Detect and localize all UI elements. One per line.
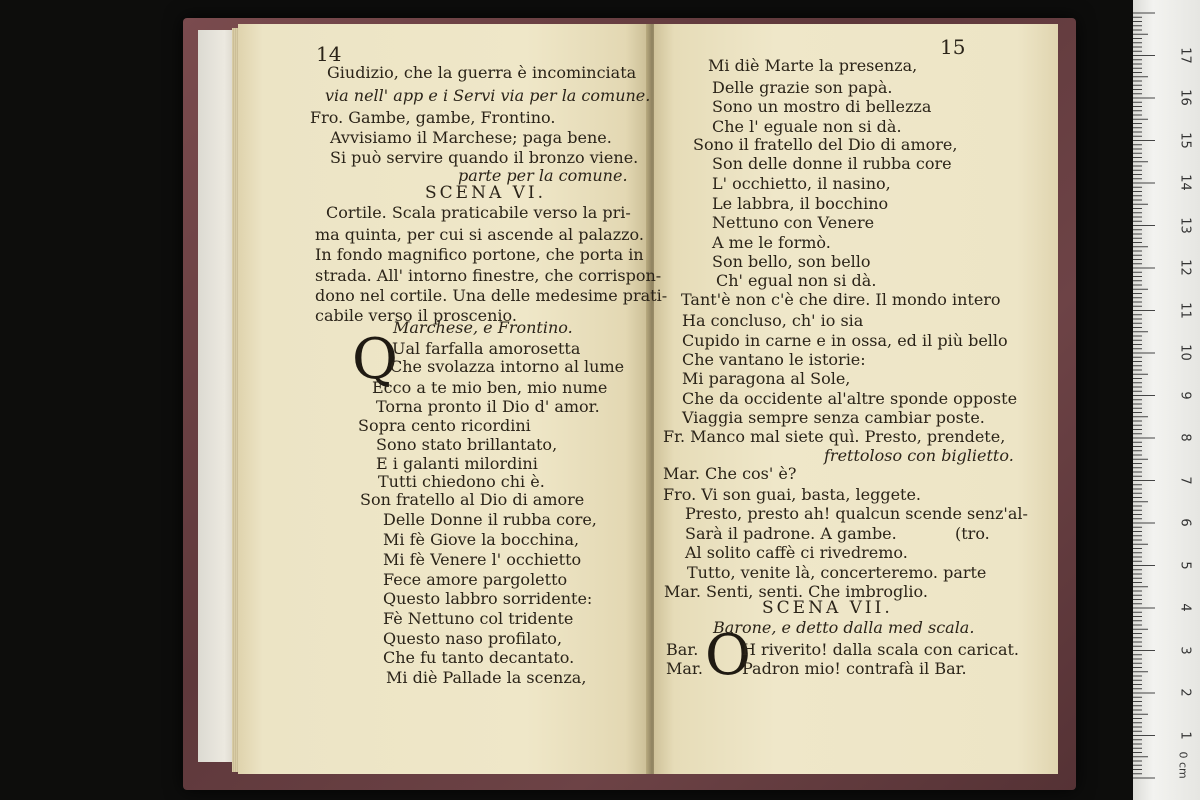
ruler-number: 11 bbox=[1177, 301, 1193, 319]
text-line: Che vantano le istorie: bbox=[682, 350, 866, 369]
ruler-number: 8 bbox=[1177, 433, 1193, 442]
verse-line: L' occhietto, il nasino, bbox=[712, 174, 891, 193]
scene-heading: SCENA VII. bbox=[762, 598, 893, 618]
stage-direction: parte per la comune. bbox=[458, 166, 628, 185]
ruler-number: 5 bbox=[1177, 560, 1193, 570]
verse-line: E i galanti milordini bbox=[376, 454, 538, 473]
left-page-number: 14 bbox=[316, 42, 342, 66]
verse-line: Nettuno con Venere bbox=[712, 213, 875, 232]
verse-line: Le labbra, il bocchino bbox=[712, 194, 889, 213]
text-line: (tro. bbox=[955, 524, 990, 543]
verse-line: Che l' eguale non si dà. bbox=[712, 117, 902, 136]
text-line: Cortile. Scala praticabile verso la pri- bbox=[326, 203, 631, 222]
text-line: Fr. Manco mal siete quì. Presto, prendete, bbox=[663, 427, 1006, 446]
verse-line: Delle Donne il rubba core, bbox=[383, 510, 597, 529]
verse-line: Che fu tanto decantato. bbox=[383, 648, 575, 667]
verse-line: A me le formò. bbox=[712, 233, 831, 252]
text-line: In fondo magnifico portone, che porta in bbox=[315, 245, 644, 264]
ruler-number: 7 bbox=[1177, 475, 1193, 485]
ruler-number: 1 bbox=[1177, 730, 1193, 740]
verse-line: Son delle donne il rubba core bbox=[712, 154, 952, 173]
character-list: Barone, e detto dalla med scala. bbox=[713, 618, 975, 637]
verse-line: Torna pronto il Dio d' amor. bbox=[376, 397, 600, 416]
text-line: Padron mio! contrafà il Bar. bbox=[742, 659, 967, 678]
ruler-number: 17 bbox=[1177, 46, 1193, 64]
text-line: Viaggia sempre senza cambiar poste. bbox=[682, 408, 985, 427]
stage-direction: frettoloso con biglietto. bbox=[824, 446, 1014, 465]
text-line: Fro. Vi son guai, basta, leggete. bbox=[663, 485, 922, 504]
verse-line: Mi fè Venere l' occhietto bbox=[383, 550, 582, 569]
text-line: Sarà il padrone. A gambe. bbox=[685, 524, 897, 543]
text-line: H riverito! dalla scala con caricat. bbox=[742, 640, 1020, 659]
character-list: Marchese, e Frontino. bbox=[393, 318, 573, 337]
verse-line: Questo labbro sorridente: bbox=[383, 589, 593, 608]
ruler-number: 14 bbox=[1177, 174, 1193, 191]
verse-line: Sono un mostro di bellezza bbox=[712, 97, 932, 116]
verse-line: Sono stato brillantato, bbox=[376, 435, 558, 454]
ruler-number: 9 bbox=[1177, 390, 1193, 400]
verse-line: Ch' egual non si dà. bbox=[716, 271, 877, 290]
drop-cap: O bbox=[705, 623, 751, 688]
verse-line: Son bello, son bello bbox=[712, 252, 871, 271]
scene-heading: SCENA VI. bbox=[425, 183, 547, 203]
ruler-number: 16 bbox=[1177, 89, 1193, 106]
verse-line: Fè Nettuno col tridente bbox=[383, 609, 574, 628]
text-line: strada. All' intorno finestre, che corrispon- bbox=[315, 266, 662, 285]
text-line: via nell' app e i Servi via per la comune. bbox=[325, 86, 651, 105]
text-line: Fro. Gambe, gambe, Frontino. bbox=[310, 108, 556, 127]
drop-cap: Q bbox=[352, 327, 398, 392]
text-line: Mar. Che cos' è? bbox=[663, 464, 797, 483]
text-line: ma quinta, per cui si ascende al palazzo. bbox=[315, 225, 644, 244]
text-line: Avvisiamo il Marchese; paga bene. bbox=[330, 128, 612, 147]
text-line: Che da occidente al'altre sponde opposte bbox=[682, 389, 1018, 408]
text-line: Mi paragona al Sole, bbox=[682, 369, 851, 388]
speaker-label: Bar. bbox=[666, 640, 699, 659]
ruler-number: 6 bbox=[1177, 518, 1193, 527]
verse-line: Tutti chiedono chi è. bbox=[378, 472, 545, 491]
ruler-number: 12 bbox=[1177, 259, 1193, 276]
ruler-number: 15 bbox=[1177, 131, 1193, 149]
text-line: Si può servire quando il bronzo viene. bbox=[330, 148, 639, 167]
ruler-number: 13 bbox=[1177, 216, 1193, 234]
verse-line: Ecco a te mio ben, mio nume bbox=[372, 378, 608, 397]
verse-line: Mi diè Pallade la scenza, bbox=[386, 668, 587, 687]
text-line: Tant'è non c'è che dire. Il mondo intero bbox=[681, 290, 1001, 309]
text-line: cabile verso il proscenio. bbox=[315, 306, 517, 325]
ruler-number: 3 bbox=[1177, 645, 1193, 655]
speaker-label: Mar. bbox=[666, 659, 703, 678]
text-line: Al solito caffè ci rivedremo. bbox=[685, 543, 908, 562]
text-line: dono nel cortile. Una delle medesime prati- bbox=[315, 286, 668, 305]
verse-line: Son fratello al Dio di amore bbox=[360, 490, 585, 509]
text-line: Ha concluso, ch' io sia bbox=[682, 311, 864, 330]
ruler-unit-label: 0 cm bbox=[1176, 751, 1190, 779]
ruler-number: 4 bbox=[1177, 603, 1193, 612]
verse-line: Mi diè Marte la presenza, bbox=[708, 56, 918, 75]
text-line: Cupido in carne e in ossa, ed il più bello bbox=[682, 331, 1008, 350]
text-line: Tutto, venite là, concerteremo. parte bbox=[687, 563, 987, 582]
text-line: Mar. Senti, senti. Che imbroglio. bbox=[664, 582, 928, 601]
verse-line: Questo naso profilato, bbox=[383, 629, 563, 648]
verse-line: Che svolazza intorno al lume bbox=[390, 357, 625, 376]
verse-line: Delle grazie son papà. bbox=[712, 78, 893, 97]
verse-line: Sono il fratello del Dio di amore, bbox=[693, 135, 958, 154]
verse-line: Mi fè Giove la bocchina, bbox=[383, 530, 580, 549]
text-line: Giudizio, che la guerra è incominciata bbox=[327, 63, 637, 82]
verse-line: Ual farfalla amorosetta bbox=[392, 339, 581, 358]
ruler-number: 10 bbox=[1177, 344, 1193, 361]
ruler-number: 2 bbox=[1177, 688, 1193, 697]
verse-line: Sopra cento ricordini bbox=[358, 416, 531, 435]
verse-line: Fece amore pargoletto bbox=[383, 570, 568, 589]
text-line: Presto, presto ah! qualcun scende senz'al- bbox=[685, 504, 1028, 523]
right-page-number: 15 bbox=[940, 35, 966, 59]
